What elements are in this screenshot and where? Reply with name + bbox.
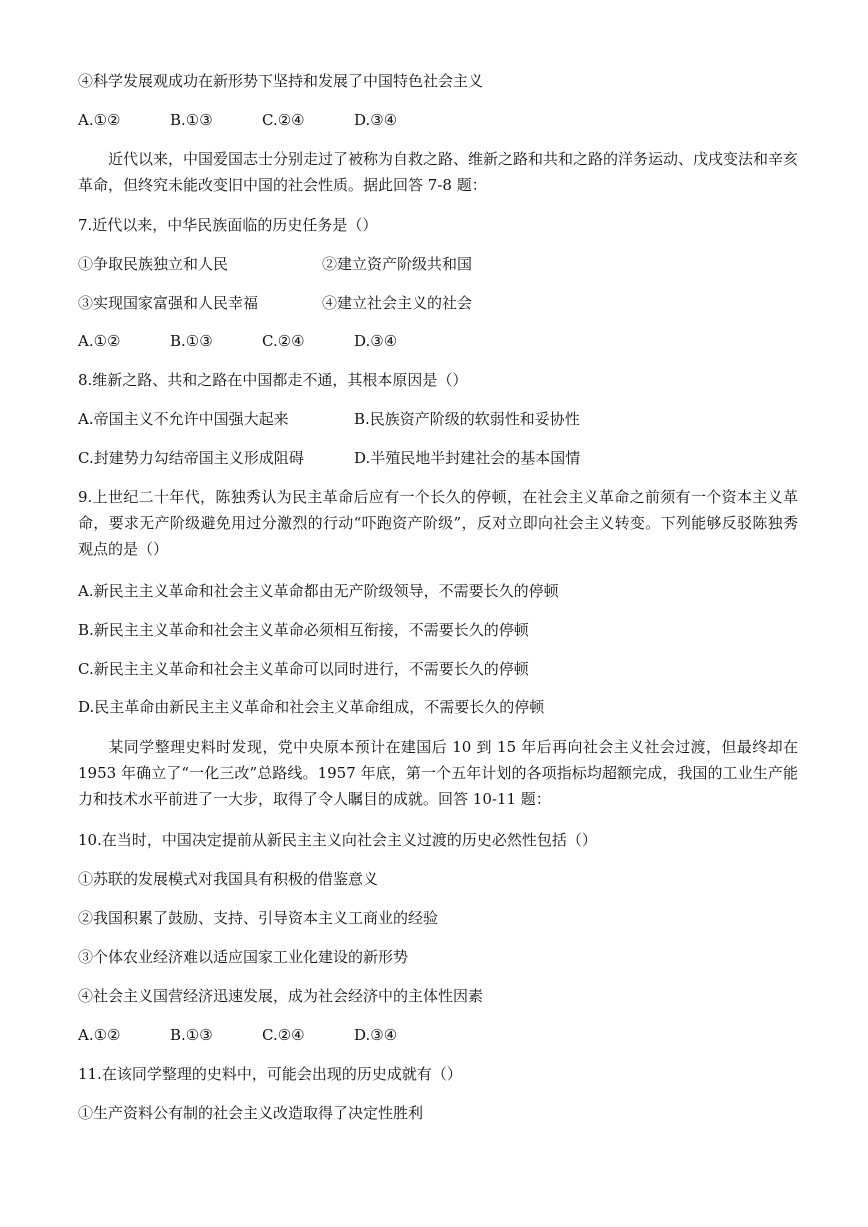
q7-stem: 7.近代以来，中华民族面临的历史任务是（） <box>78 216 378 234</box>
material-10-11 <box>78 734 798 812</box>
q10-item-2: ②我国积累了鼓励、支持、引导资本主义工商业的经验 <box>78 909 439 927</box>
q8-option-c: C.封建势力勾结帝国主义形成阻碍 <box>78 449 304 467</box>
q7-item-4: ④建立社会主义的社会 <box>322 294 473 312</box>
q10-item-1: ①苏联的发展模式对我国具有积极的借鉴意义 <box>78 870 379 888</box>
q10-option-d: D.③④ <box>354 1026 398 1044</box>
q6-option-c: C.②④ <box>262 111 305 129</box>
q7-item-1: ①争取民族独立和人民 <box>78 255 229 273</box>
q9-option-a: A.新民主主义革命和社会主义革命都由无产阶级领导，不需要长久的停顿 <box>78 582 559 600</box>
q10-item-4: ④社会主义国营经济迅速发展，成为社会经济中的主体性因素 <box>78 987 484 1005</box>
q7-option-a: A.①② <box>78 332 121 350</box>
q9-option-c: C.新民主主义革命和社会主义革命可以同时进行，不需要长久的停顿 <box>78 660 529 678</box>
q9-stem: 9.上世纪二十年代，陈独秀认为民主革命后应有一个长久的停顿，在社会主义革命之前须有一个资本主义革命，要求无产阶级避免用过分激烈的行动“吓跑资产阶级”，反对立即向社会主义转变。下列能够反驳陈独秀观点的是（） <box>78 488 798 558</box>
material-7-8 <box>78 146 798 198</box>
q10-item-3: ③个体农业经济难以适应国家工业化建设的新形势 <box>78 948 409 966</box>
q6-item-4: ④科学发展观成功在新形势下坚持和发展了中国特色社会主义 <box>78 72 484 90</box>
q7-option-c: C.②④ <box>262 332 305 350</box>
q7-item-3: ③实现国家富强和人民幸福 <box>78 294 259 312</box>
q9-option-b: B.新民主主义革命和社会主义革命必须相互衔接，不需要长久的停顿 <box>78 621 529 639</box>
q8-option-d: D.半殖民地半封建社会的基本国情 <box>354 449 581 467</box>
material-7-8-text: 近代以来，中国爱国志士分别走过了被称为自救之路、维新之路和共和之路的洋务运动、戊戌变法和辛亥革命，但终究未能改变旧中国的社会性质。据此回答 7-8 题： <box>78 150 799 194</box>
q8-option-a: A.帝国主义不允许中国强大起来 <box>78 410 289 428</box>
q9-option-d: D.民主革命由新民主主义革命和社会主义革命组成，不需要长久的停顿 <box>78 698 545 716</box>
q7-item-2: ②建立资产阶级共和国 <box>322 255 473 273</box>
q7-option-d: D.③④ <box>354 332 398 350</box>
q10-stem: 10.在当时，中国决定提前从新民主主义向社会主义过渡的历史必然性包括（） <box>78 831 597 849</box>
q6-option-a: A.①② <box>78 111 121 129</box>
q6-option-b: B.①③ <box>170 111 213 129</box>
q8-stem: 8.维新之路、共和之路在中国都走不通，其根本原因是（） <box>78 371 468 389</box>
q10-option-a: A.①② <box>78 1026 121 1044</box>
q8-option-b: B.民族资产阶级的软弱性和妥协性 <box>354 410 580 428</box>
material-10-11-text: 某同学整理史料时发现，党中央原本预计在建国后 10 到 15 年后再向社会主义社会过渡，但最终却在 1953 年确立了“一化三改”总路线。1957 年底，第一个五年计划的各项指标均超额完成，我国的工业生产能力和技术水平前进了一大步，取得了令人瞩目的成就。回答 10-11 题： <box>78 738 798 808</box>
q10-option-b: B.①③ <box>170 1026 213 1044</box>
q11-stem: 11.在该同学整理的史料中，可能会出现的历史成就有（） <box>78 1065 462 1083</box>
q6-option-d: D.③④ <box>354 111 398 129</box>
q7-option-b: B.①③ <box>170 332 213 350</box>
q10-option-c: C.②④ <box>262 1026 305 1044</box>
q11-item-1: ①生产资料公有制的社会主义改造取得了决定性胜利 <box>78 1104 424 1122</box>
